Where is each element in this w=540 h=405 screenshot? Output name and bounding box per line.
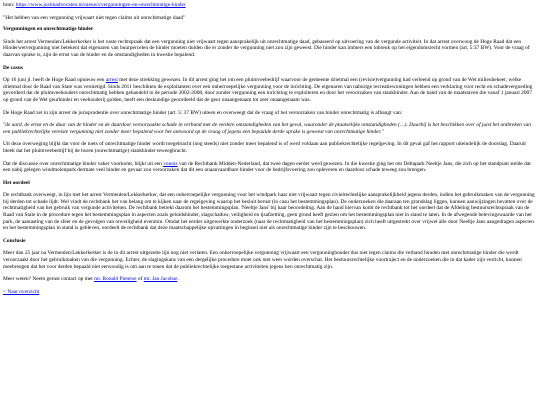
casus-heading: De casus: [3, 64, 23, 71]
conclusie-heading: Conclusie: [3, 237, 26, 244]
conclusie-paragraph: Meer dan 25 jaar na Vermeulen/Lekkerkerker is de in dit arrest uitgezette lijn nog niet verlaten. Een onherroepelijke vergunning vrijwaart een vergunninghouder dus niet tegen claims die verband houden met onrechtmatige hinder die wordt veroorzaakt door het gebruikmaken van die vergunning. Echter, de slagingskans van een dergelijke procedure moet ook niet weer worden overschat. Het bestuursrechtelijke voortraject en de onderzoeken die in dat kader zijn verricht, kunnen meebrengen dat het voor derden bepaald niet eenvoudig is om aan te tonen dat de publiekrechtelijke toegestane activiteiten jegens hen onrechtmatig zijn.: [3, 250, 522, 270]
contact-link-pieterse[interactable]: mr. Ronald Pieterse: [94, 276, 137, 283]
casus-paragraph-4: [3, 161, 537, 174]
court-quote: "de aard, de ernst en de duur van de hinder en de daardoor veroorzaakte schade in verband met de verdere omstandigheden van het geval, waaronder de plaatselijke omstandigheden (…). Daarbij is het beschikken over of juist het ontbreken van een publiekrechtelijke vereiste vergunning niet zonder meer bepalend voor het antwoord op de vraag of jegens een bepaalde derde sprake is geweest van onrechtmatige hinder.": [3, 122, 531, 135]
vonnis-link[interactable]: vonnis: [163, 160, 178, 167]
arrest-link[interactable]: arrest: [105, 77, 118, 84]
casus-p4-text-after: van de Rechtbank Midden-Nederland, dat twee dagen eerder werd gewezen. In die kwestie ging het om Deltapark Neeltje Jans, die zich op het standpunt stelde dat een nabij gelegen windmolenpark dermate veel hinder en gevaar zou veroorzaken dat dit een onaanvaardbare hinder voor de bedrijfsvoering zou opleveren en daardoor schade teweeg zou brengen.: [3, 160, 531, 174]
source-link[interactable]: https://www.justinadvocaten.nl/nieuws/vergunningen-en-onrechtmatige-hinder: [15, 2, 186, 8]
casus-p4-text-before: Dat de discussie over onrechtmatige hinder vaker voorkomt, blijkt uit een: [3, 160, 162, 167]
source-label: bron:: [3, 2, 15, 8]
intro-paragraph: Sinds het arrest Vermeulen/Lekkerkerker is het vaste rechtspraak dat een vergunning niet vrijwaart tegen aansprakelijk uit onrechtmatige daad, gebaseerd op uitvoering van de vergunde activiteit. In dat arrest overwoog de Hoge Raad dat een Hinderwetvergunning niet betekent dat eigenaren van buurpercelen de hinder moeten dulden die er zonder de vergunning niet zou zijn geweest. Die hinder kan immers een inbreuk op het eigendomsrecht vormen (art. 5:37 BW). Voor de vraag of daarvan sprake is, zijn de ernst van de hinder en de omstandigheden in kwestie bepalend.: [3, 38, 530, 58]
article-title: Vergunningen en onrechtmatige hinder: [3, 26, 94, 33]
casus-p1-text-before: Op 16 juni jl. heeft de Hoge Raad opnieuw een: [3, 77, 105, 84]
source-quote: "Het hebben van een vergunning vrijwaart niet tegen claims uit onrechtmatige daad": [3, 14, 186, 21]
back-to-overview-link[interactable]: < Naar overzicht: [3, 288, 40, 295]
contact-of: of: [137, 276, 143, 283]
contact-end: .: [177, 276, 179, 283]
oordeel-heading: Het oordeel: [3, 179, 30, 186]
contact-text: Meer weten? Neem gerust contact op met: [3, 276, 93, 283]
casus-paragraph-3: Uit deze overweging blijkt dat voor de toets of onrechtmatige hinder wordt toegebracht (nog steeds) niet zonder meer bepalend is of werd voldaan aan publiekrechtelijke regelgeving. In dit geval gaf het rapport uiteindelijk de doorslag. Daaruit bleek dat het pluimveebedrijf bij de buren (onrechtmatige) stankhinder teweegbracht.: [3, 141, 526, 154]
oordeel-paragraph: De rechtbank overweegt, in lijn met het arrest Vermeulen/Lekkerkerker, dat een onherroepelijke vergunning voor het windpark haar niet vrijwaart tegen civielrechtelijke aansprakelijkheid jegens derden, indien het gebruikmaken van de vergunning bij derden tot schade lijdt. Wel vindt de rechtbank het van belang om te kijken naar de regelgeving waarop het besluit berust (in casu het bestemmingsplan). De onderzoeken die daaraan ten grondslag liggen, kunnen aanwijzingen bevatten over de rechtmatigheid van het gebruik van vergunde activiteiten. De rechtbank betrekt daarom het bestemmingsplan. 'Neeltje Jans' bij haar beoordeling. Aan de hand hiervan komt de rechtbank tot het oordeel dat de Afdeling bestuursrechtspraak van de Raad van State in de procedure tegen het bestemmingsplan in aspecten zoals geluidshinder, slagschaduw, veiligheid en ijsafzetting, geen grond heeft gezien om het bestemmingsplan niet in stand te laten. In de afwegende belevingswaarde van het park, de aantasting van de sfeer en de gevolgen van onveiligheid evenmin. Omdat het eerder uitgewerkte onderzoek (naar de rechtmatigheid van het bestemmingsplan) zich heeft uitgestrekt over vrijwel alle door Neeltje Jans aangedragen aspecten en het bestemmingsplan in stand is gebleven, oordeelt de rechtbank dat deze maatschappelijke opvattingen in beginsel niet als onrechtmatige hinder zijn te beschouwen.: [3, 192, 535, 232]
casus-paragraph-2: De Hoge Raad zet in zijn arrest de jurisprudentie over onrechtmatige hinder (art. 5: 37 BW) uiteen en overweegt dat de vraag of het veroorzaken van hinder onrechtmatig is afhangt van:: [3, 109, 403, 116]
casus-p1-text-after: met deze strekking gewezen. In dit arrest ging het om een pluimveebedrijf waarvoor de gemeente drietmal een (revisie)vergunning had verleend op grond van de Wet milieubeheer, welke drietmal door de Raad van State was vernietigd. Sinds 2011 beschikten de exploitanten over een onherroepelijke vergunning voor de inrichting. De eigenaren van naburige recreatiewoningen hebben een verklaring voor recht en schadevergoeding gevorderd dat de pluimveehouders onrechtmatig hebben gehandeld in de periode 2002-2008, door zonder vergunning een inrichting te exploiteren en door het veroorzaken van stankhinder. Aan de hand van de maatstaven die vanaf 1 januari 2007 op grond van de Wet geurhinder en veehouderij golden, heeft een deskundige geoordeeld dat de geur onaangenaam tot zeer onaangenaam was.: [3, 77, 533, 103]
casus-paragraph-1: [3, 77, 537, 103]
contact-line: [3, 276, 537, 283]
source-line: [3, 2, 537, 9]
contact-link-jacobse[interactable]: mr. Jan Jacobse: [143, 276, 178, 283]
